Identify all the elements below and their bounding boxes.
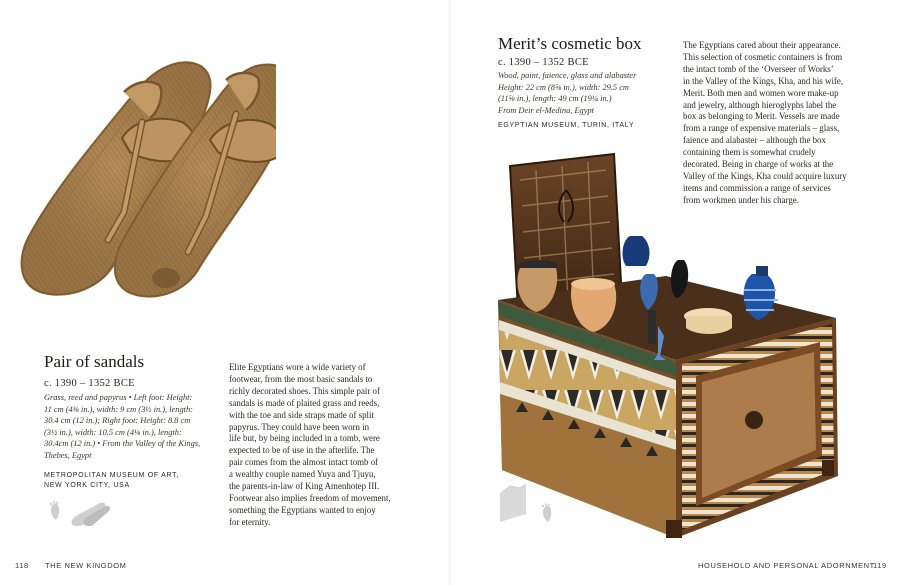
folio-number-right: 119 (873, 561, 887, 570)
page-gutter (449, 0, 451, 585)
body-line: Elite Egyptians wore a wide variety of (229, 362, 366, 372)
box-scale-icon (496, 484, 556, 524)
cosmetic-box-photo (496, 150, 841, 538)
sandal-scale-icon (46, 500, 112, 528)
body-line: from workmen under his charge. (683, 194, 799, 205)
spec-line: 30.4cm (12 in.) • From the Valley of the Kings, (44, 439, 201, 449)
body-line: decorated. Being in charge of works at the (683, 159, 834, 170)
cosmetic-box-spec (498, 70, 673, 116)
sandals-photo (14, 52, 276, 302)
spec-line: (11⅝ in.), length: 49 cm (19¼ in.) (498, 94, 612, 104)
body-line: Footwear also implies freedom of movement, (229, 492, 391, 503)
spec-line: 11 cm (4⅜ in.), width: 9 cm (3½ in.), length: (44, 404, 193, 414)
running-head-left: THE NEW KINGDOM (45, 561, 127, 570)
body-line: expected to be of use in the afterlife. The (229, 445, 375, 456)
body-line: The Egyptians cared about their appearance. (683, 40, 841, 50)
body-line: the intact tomb of the ‘Overseer of Works’ (683, 63, 834, 74)
body-line: items and commission a range of services (683, 182, 831, 193)
body-line: pair comes from the almost intact tomb of (229, 457, 379, 468)
body-line: papyrus. They could have been worn in (229, 421, 370, 432)
body-line: for eternity. (229, 516, 271, 527)
sandals-museum (44, 471, 214, 491)
spec-line: Grass, reed and papyrus • Left foot: Height: (44, 393, 193, 402)
body-line: footwear, from the most basic sandals to (229, 373, 373, 384)
body-line: life but, by being included in a tomb, were (229, 433, 380, 444)
body-line: sandals is made of plaited grass and reeds, (229, 397, 380, 408)
museum-line: METROPOLITAN MUSEUM OF ART, (44, 472, 179, 479)
spec-line: (3½ in.), width: 10.5 cm (4⅛ in.), length: (44, 427, 182, 437)
cosmetic-box-museum (498, 121, 698, 131)
spec-line: From Deir el-Medina, Egypt (498, 105, 594, 115)
sandals-title: Pair of sandals (44, 352, 145, 371)
body-line: the parents-in-law of King Amenhotep III. (229, 481, 380, 492)
spec-line: 30.4 cm (12 in.); Right foot: Height: 8.8 cm (44, 416, 191, 426)
spec-line: Wood, paint, faience, glass and alabaster (498, 71, 637, 80)
body-line: with the toe and side straps made of split (229, 409, 374, 420)
body-line: Merit. Both men and women wore make-up (683, 87, 839, 98)
body-line: faience and alabaster – although the box (683, 135, 826, 146)
spec-line: Height: 22 cm (8⅝ in.), width: 29.5 cm (498, 82, 629, 92)
body-line: richly decorated shoes. This simple pair of (229, 385, 380, 396)
body-line: from a range of expensive materials – glass, (683, 123, 840, 134)
folio-number-left: 118 (15, 561, 29, 570)
sandals-body (229, 362, 401, 529)
body-line: in the Valley of the Kings, Kha, and his wife, (683, 75, 844, 86)
body-line: and jewelry, although hieroglyphs label the (683, 99, 837, 110)
museum-line: EGYPTIAN MUSEUM, TURIN, ITALY (498, 122, 635, 129)
sandals-spec (44, 392, 219, 462)
sandals-date: c. 1390 – 1352 BCE (44, 378, 135, 389)
running-head-right: HOUSEHOLD AND PERSONAL ADORNMENT (698, 561, 875, 570)
body-line: a wealthy couple named Yuya and Tjuyu, (229, 469, 376, 480)
cosmetic-box-date: c. 1390 – 1352 BCE (498, 57, 589, 68)
museum-line: NEW YORK CITY, USA (44, 482, 130, 489)
body-line: box as belonging to Merit. Vessels are made (683, 111, 840, 122)
cosmetic-box-title: Merit’s cosmetic box (498, 34, 642, 53)
spec-line: Thebes, Egypt (44, 450, 92, 460)
body-line: Valley of the Kings, Kha could acquire luxury (683, 170, 847, 181)
body-line: something the Egyptians wanted to enjoy (229, 504, 376, 515)
body-line: This selection of cosmetic containers is from (683, 51, 843, 62)
body-line: containing them is somewhat crudely (683, 147, 816, 158)
